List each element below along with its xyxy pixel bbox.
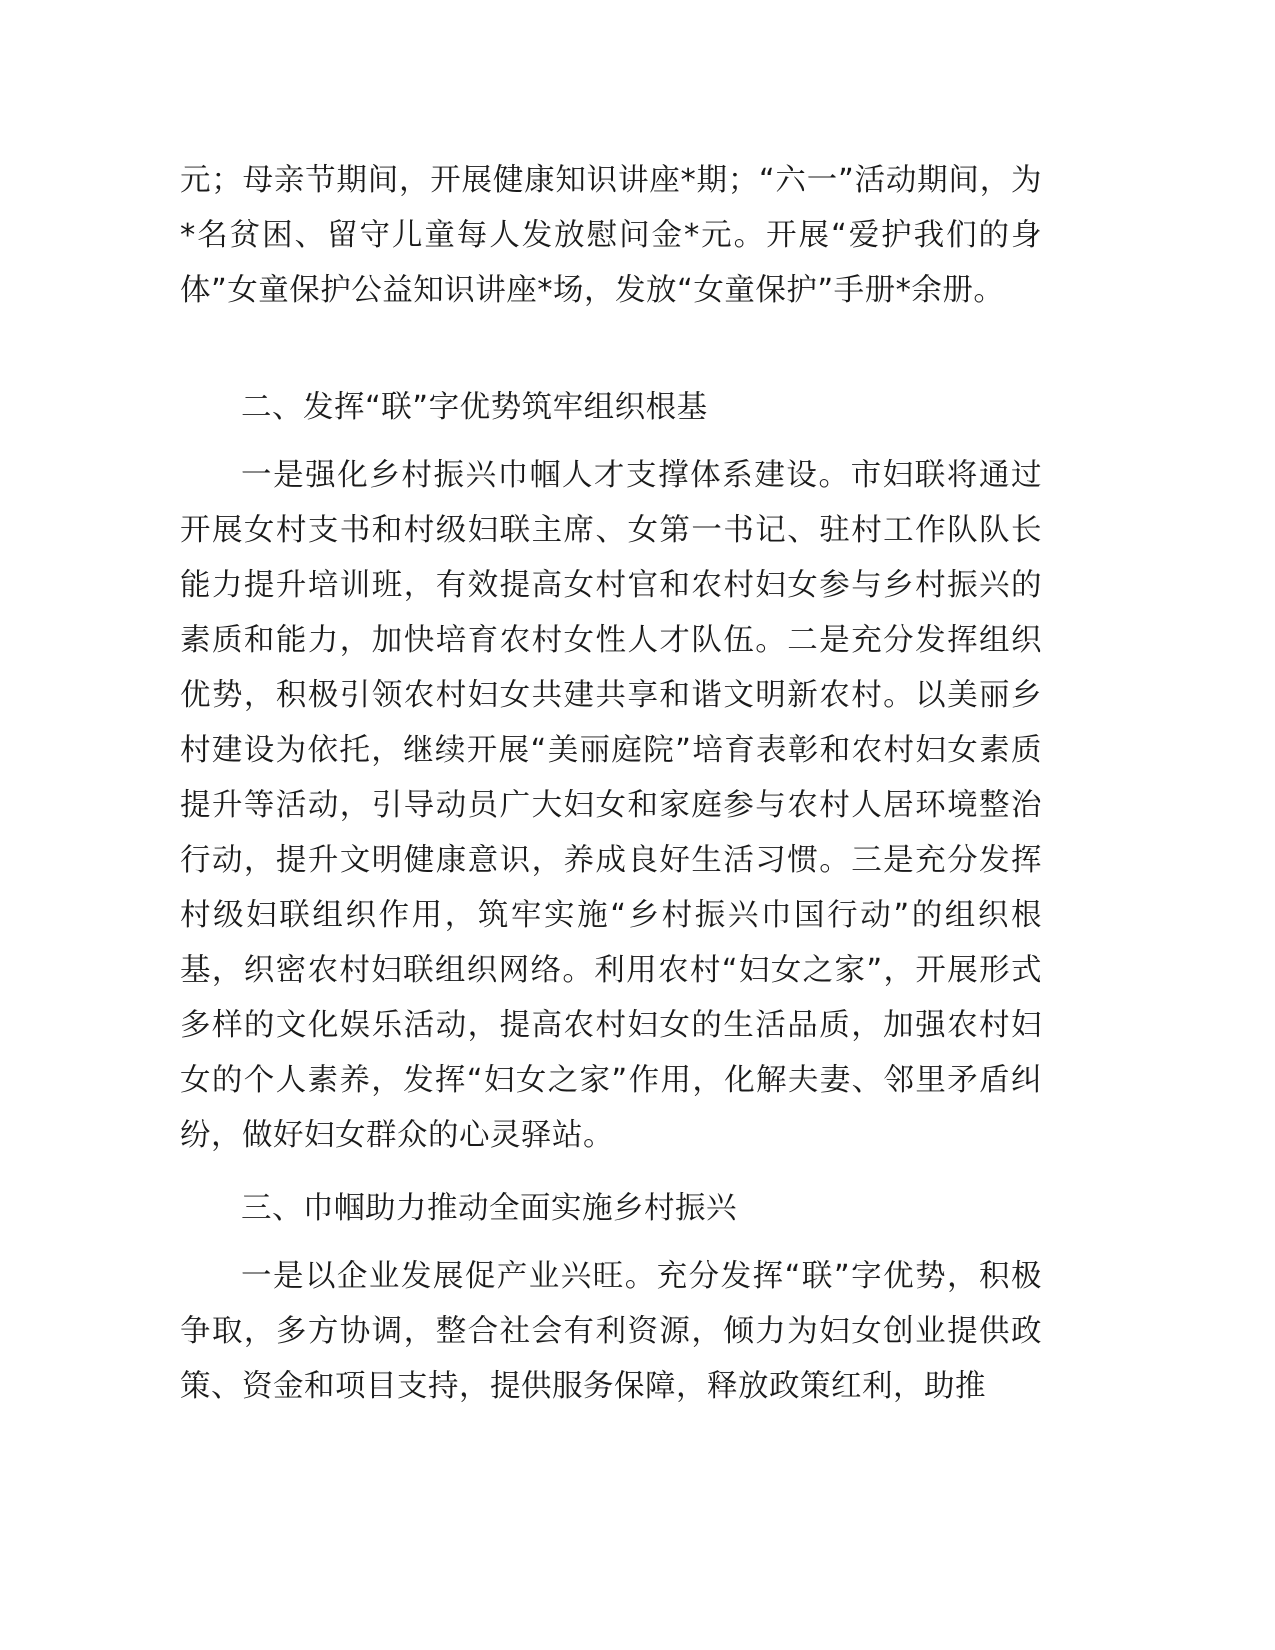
section-heading: 二、发挥“联”字优势筑牢组织根基 — [241, 390, 708, 425]
body-paragraph: 一是强化乡村振兴巾帼人才支撑体系建设。市妇联将通过开展女村支书和村级妇联主席、女第一书记、驻村工作队队长能力提升培训班，有效提高女村官和农村妇女参与乡村振兴的素质和能力，加快培育农村女性人才队伍。二是充分发挥组织优势，积极引领农村妇女共建共享和谐文明新农村。以美丽乡村建设为依托，继续开展“美丽庭院”培育表彰和农村妇女素质提升等活动，引导动员广大妇女和家庭参与农村人居环境整治行动，提升文明健康意识，养成良好生活习惯。三是充分发挥村级妇联组织作用，筑牢实施“乡村振兴巾国行动”的组织根基，织密农村妇联组织网络。利用农村“妇女之家”，开展形式多样的文化娱乐活动，提高农村妇女的生活品质，加强农村妇女的个人素养，发挥“妇女之家”作用，化解夫妻、邻里矛盾纠纷，做好妇女群众的心灵驿站。 — [180, 458, 1042, 1153]
body-paragraph: 元；母亲节期间，开展健康知识讲座*期；“六一”活动期间，为*名贫困、留守儿童每人发放慰问金*元。开展“爱护我们的身体”女童保护公益知识讲座*场，发放“女童保护”手册*余册。 — [180, 163, 1042, 308]
section-heading: 三、巾帼助力推动全面实施乡村振兴 — [241, 1191, 737, 1226]
body-paragraph: 一是以企业发展促产业兴旺。充分发挥“联”字优势，积极争取，多方协调，整合社会有利资源，倾力为妇女创业提供政策、资金和项目支持，提供服务保障，释放政策红利，助推 — [180, 1259, 1042, 1404]
